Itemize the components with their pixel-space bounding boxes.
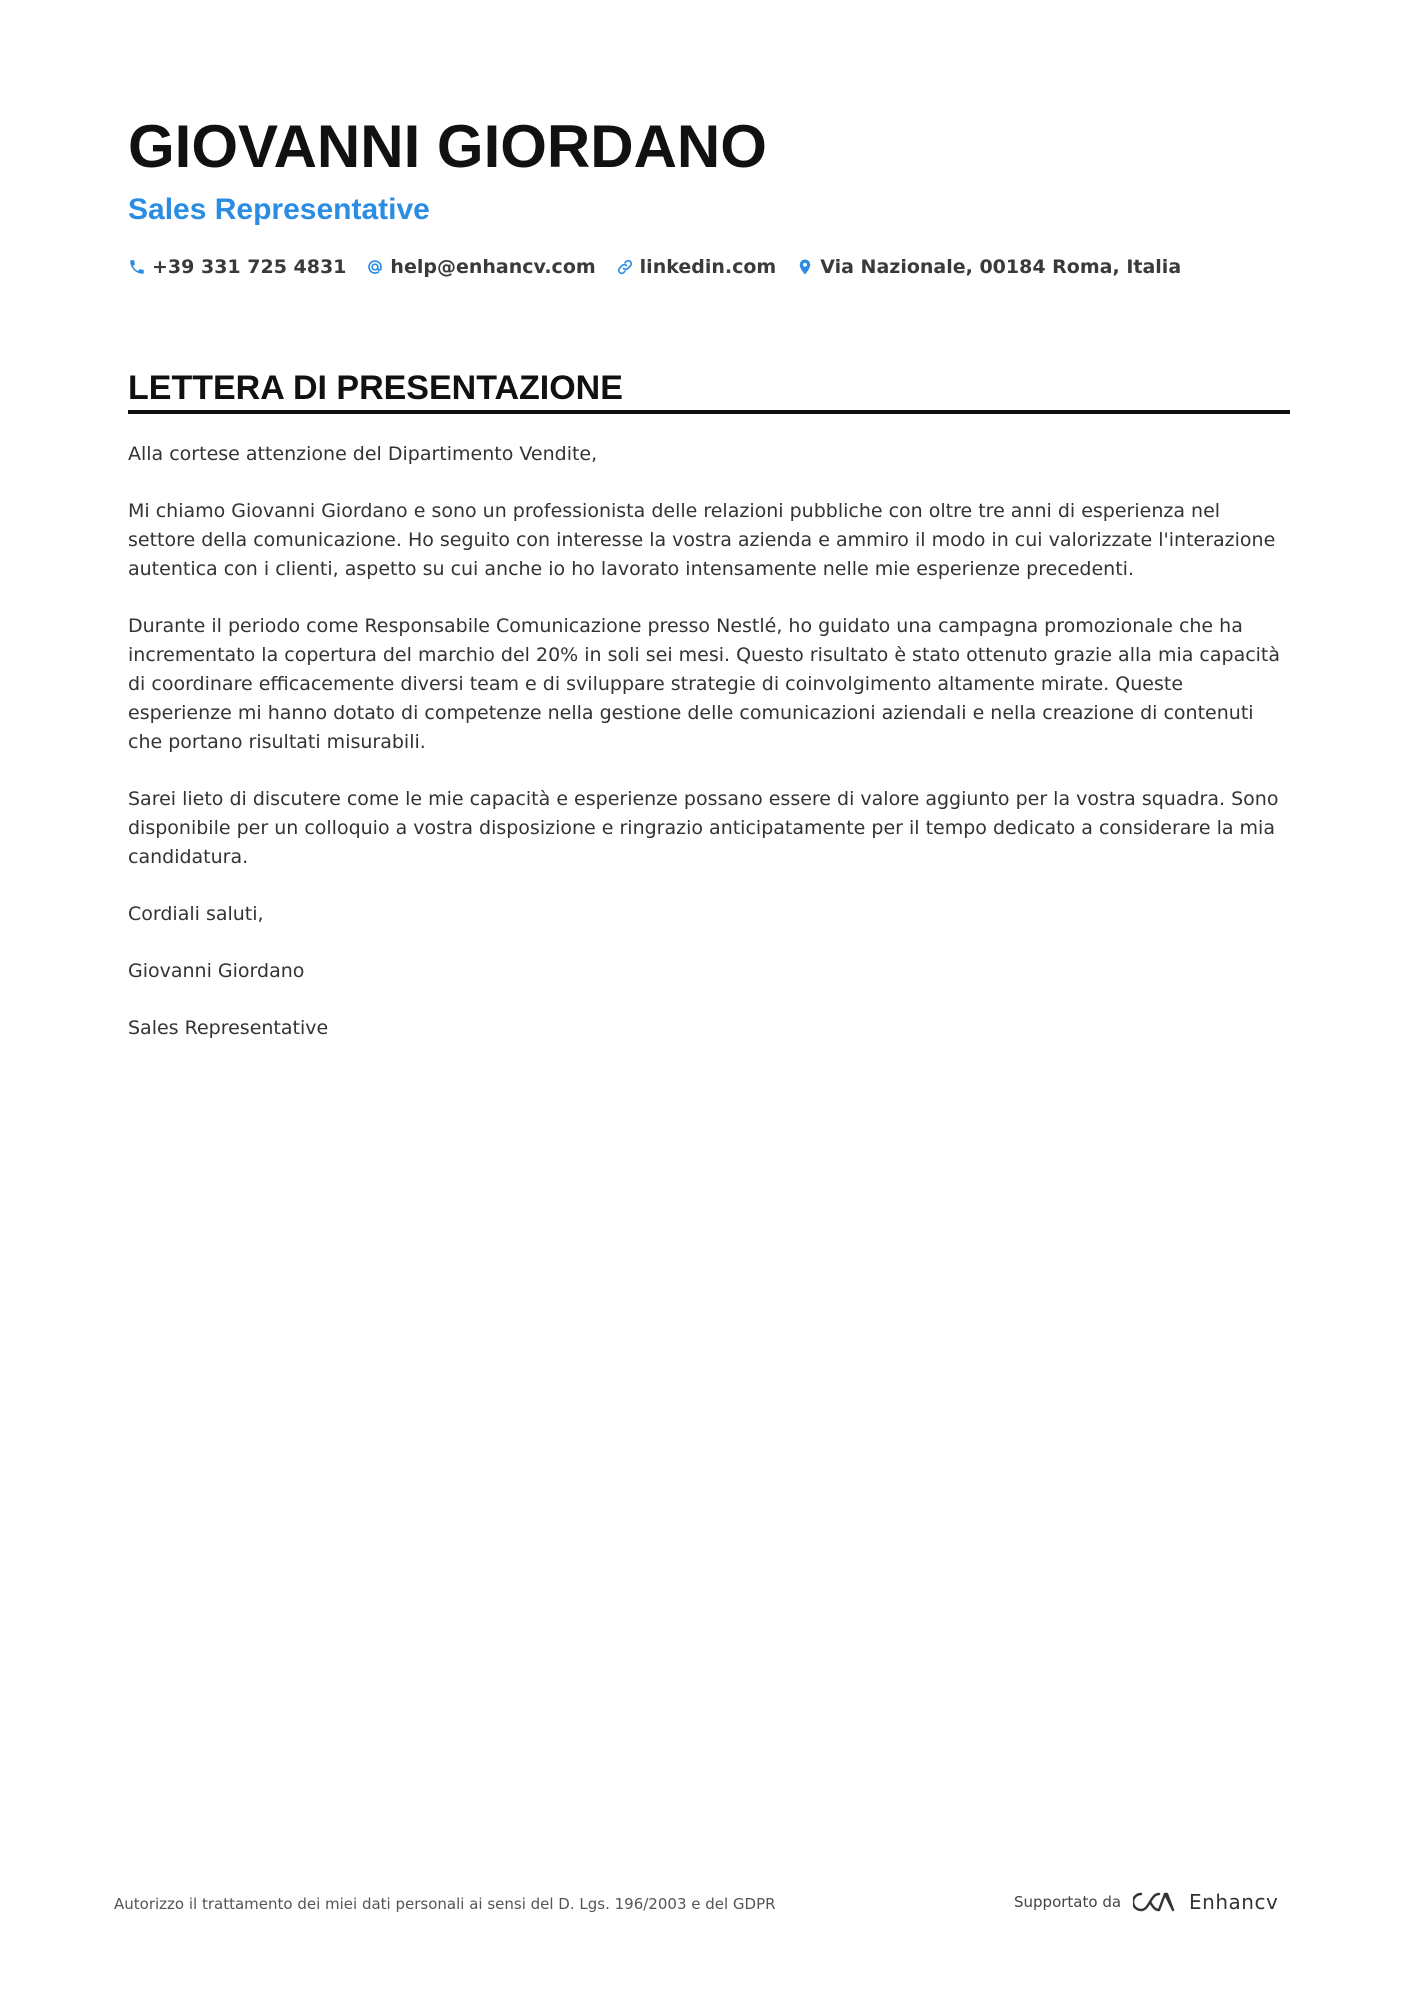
contact-phone-text: +39 331 725 4831 bbox=[152, 256, 347, 278]
letter-paragraph: Durante il periodo come Responsabile Comunicazione presso Nestlé, ho guidato una campagna promozionale che ha incrementato la copertura del marchio del 20% in soli sei mesi. Questo risultato è stato ottenuto grazie alla mia capacità di coordinare efficacemente diversi team e di sviluppare strategie di coinvolgimento altamente mirate. Queste esperienze mi hanno dotato di competenze nella gestione delle comunicazioni aziendali e nella creazione di contenuti che portano risultati misurabili. bbox=[128, 615, 1281, 753]
letter-paragraph: Mi chiamo Giovanni Giordano e sono un professionista delle relazioni pubbliche con oltre tre anni di esperienza nel settore della comunicazione. Ho seguito con interesse la vostra azienda e ammiro il modo in cui valorizzate l'interazione autentica con i clienti, aspetto su cui anche io ho lavorato intensamente nelle mie esperienze precedenti. bbox=[128, 500, 1276, 580]
candidate-role: Sales Representative bbox=[128, 193, 430, 226]
letter-closing: Cordiali saluti, bbox=[128, 903, 264, 925]
section-divider bbox=[128, 410, 1290, 414]
contact-address bbox=[796, 256, 1181, 278]
letter-paragraph: Sarei lieto di discutere come le mie capacità e esperienze possano essere di valore aggiunto per la vostra squadra. Sono disponibile per un colloquio a vostra disposizione e ringrazio anticipatamente per il tempo dedicato a considerare la mia candidatura. bbox=[128, 788, 1279, 868]
powered-by[interactable] bbox=[1014, 1886, 1278, 1918]
at-icon bbox=[366, 258, 384, 276]
signature-name: Giovanni Giordano bbox=[128, 960, 305, 982]
enhancv-logo-icon bbox=[1133, 1890, 1179, 1914]
contact-phone[interactable] bbox=[128, 256, 346, 278]
contact-bar bbox=[128, 252, 1201, 282]
powered-by-label: Supportato da bbox=[1014, 1893, 1122, 1911]
contact-linkedin-text: linkedin.com bbox=[639, 256, 777, 278]
contact-linkedin[interactable] bbox=[616, 256, 777, 278]
signature-role: Sales Representative bbox=[128, 1017, 329, 1039]
phone-icon bbox=[128, 258, 146, 276]
brand-name: Enhancv bbox=[1189, 1890, 1279, 1914]
privacy-consent: Autorizzo il trattamento dei miei dati personali ai sensi del D. Lgs. 196/2003 e del GDPR bbox=[114, 1895, 776, 1913]
letter-greeting: Alla cortese attenzione del Dipartimento Vendite, bbox=[128, 443, 598, 465]
link-icon bbox=[616, 258, 634, 276]
candidate-name: GIOVANNI GIORDANO bbox=[128, 113, 767, 180]
section-title: LETTERA DI PRESENTAZIONE bbox=[128, 369, 623, 407]
contact-address-text: Via Nazionale, 00184 Roma, Italia bbox=[820, 256, 1182, 278]
location-pin-icon bbox=[796, 258, 814, 276]
contact-email-text: help@enhancv.com bbox=[390, 256, 596, 278]
letter-body bbox=[128, 440, 1288, 1043]
contact-email[interactable] bbox=[366, 256, 595, 278]
